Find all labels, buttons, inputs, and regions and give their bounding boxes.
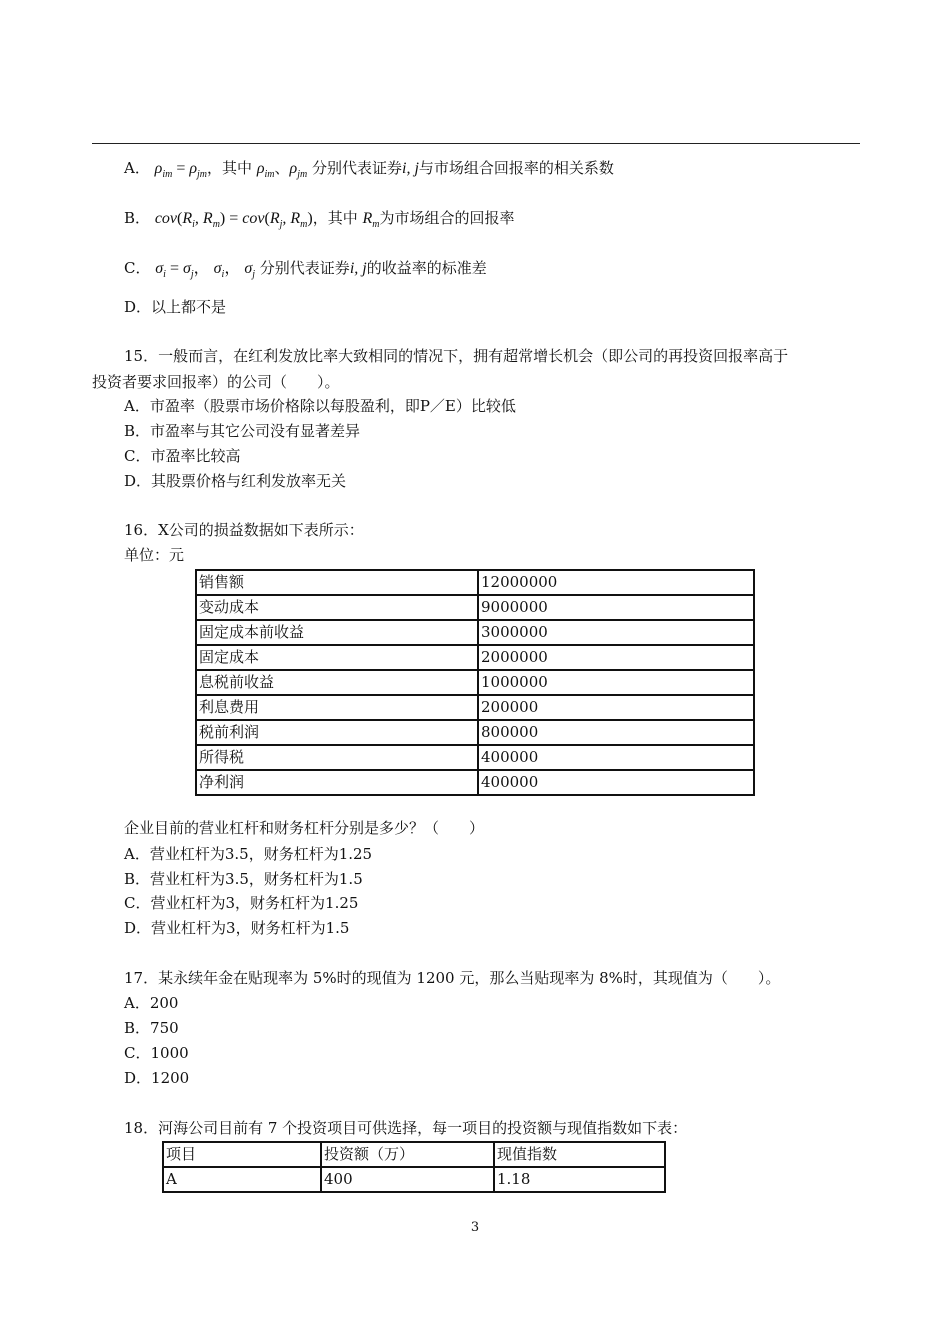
- table-cell: 固定成本前收益: [196, 620, 478, 645]
- table-cell: 3000000: [478, 620, 754, 645]
- table-cell: 1.18: [494, 1167, 665, 1192]
- table-cell: 400000: [478, 770, 754, 795]
- table-row: [196, 770, 754, 795]
- table-cell: 固定成本: [196, 645, 478, 670]
- table-row: [196, 595, 754, 620]
- q16-stem: 16．X公司的损益数据如下表所示：: [124, 521, 364, 539]
- table-cell: 变动成本: [196, 595, 478, 620]
- q17-option-b: B．750: [124, 1019, 179, 1037]
- table-cell: 所得税: [196, 745, 478, 770]
- table-cell: 400000: [478, 745, 754, 770]
- projects-table: [162, 1141, 666, 1193]
- q15-option-a: A．市盈率（股票市场价格除以每股盈利，即P／E）比较低: [124, 397, 516, 415]
- q17-option-a: A．200: [124, 994, 179, 1012]
- table-cell: 800000: [478, 720, 754, 745]
- q15-option-c: C．市盈率比较高: [124, 447, 241, 465]
- page-number: 3: [470, 1220, 480, 1235]
- table-cell: 12000000: [478, 570, 754, 595]
- q16-option-a: A．营业杠杆为3.5，财务杠杆为1.25: [124, 845, 373, 863]
- q16-unit: 单位：元: [124, 546, 185, 564]
- table-row: [163, 1167, 665, 1192]
- table-row: [196, 745, 754, 770]
- table-row: [196, 695, 754, 720]
- table-cell: 2000000: [478, 645, 754, 670]
- table-cell: 税前利润: [196, 720, 478, 745]
- q14-option-c: C． $\sigma_i = \sigma_j$， $\sigma_i$， $\sigma_j$ 分别代表证券i, j的收益率的标准差: [124, 259, 487, 281]
- table-cell: 9000000: [478, 595, 754, 620]
- table-row: [196, 720, 754, 745]
- q15-stem-line2: 投资者要求回报率）的公司（ ）。: [92, 373, 340, 391]
- q16-question: 企业目前的营业杠杆和财务杠杆分别是多少？（ ）: [124, 819, 485, 837]
- q17-stem: 17．某永续年金在贴现率为 5%时的现值为 1200 元，那么当贴现率为 8%时，其现值为（ ）。: [124, 969, 781, 987]
- table-row: [196, 620, 754, 645]
- table-row: [196, 645, 754, 670]
- q18-stem: 18．河海公司目前有 7 个投资项目可供选择，每一项目的投资额与现值指数如下表：: [124, 1119, 688, 1137]
- table-header-row: [163, 1142, 665, 1167]
- table-cell: 400: [321, 1167, 494, 1192]
- table-header-cell: 投资额（万）: [321, 1142, 494, 1167]
- q16-option-c: C．营业杠杆为3，财务杠杆为1.25: [124, 894, 359, 912]
- table-cell: 1000000: [478, 670, 754, 695]
- q17-option-d: D．1200: [124, 1069, 190, 1087]
- table-header-cell: 现值指数: [494, 1142, 665, 1167]
- table-cell: A: [163, 1167, 321, 1192]
- q16-option-d: D．营业杠杆为3，财务杠杆为1.5: [124, 919, 350, 937]
- q14-option-a: A． $\rho_{im} = \rho_{jm}$，其中 $\rho_{im}$、$\rho_{jm}$ 分别代表证券i, j与市场组合回报率的相关系数: [124, 159, 614, 181]
- q17-option-c: C．1000: [124, 1044, 189, 1062]
- header-rule: [92, 143, 860, 144]
- table-row: [196, 670, 754, 695]
- q14-option-b: B． $cov(R_i$, $R_m) = cov(R_j$, $R_m$)，其中 $R_m$为市场组合的回报率: [124, 209, 515, 231]
- q15-stem-line1: 15．一般而言，在红利发放比率大致相同的情况下，拥有超常增长机会（即公司的再投资回报率高于: [124, 347, 789, 365]
- table-cell: 利息费用: [196, 695, 478, 720]
- table-cell: 200000: [478, 695, 754, 720]
- table-row: [196, 570, 754, 595]
- table-cell: 销售额: [196, 570, 478, 595]
- q15-option-d: D．其股票价格与红利发放率无关: [124, 472, 347, 490]
- table-cell: 净利润: [196, 770, 478, 795]
- q14-option-d: D．以上都不是: [124, 298, 227, 316]
- table-header-cell: 项目: [163, 1142, 321, 1167]
- q15-option-b: B．市盈率与其它公司没有显著差异: [124, 422, 361, 440]
- q16-option-b: B．营业杠杆为3.5，财务杠杆为1.5: [124, 870, 363, 888]
- table-cell: 息税前收益: [196, 670, 478, 695]
- income-table: [195, 569, 755, 796]
